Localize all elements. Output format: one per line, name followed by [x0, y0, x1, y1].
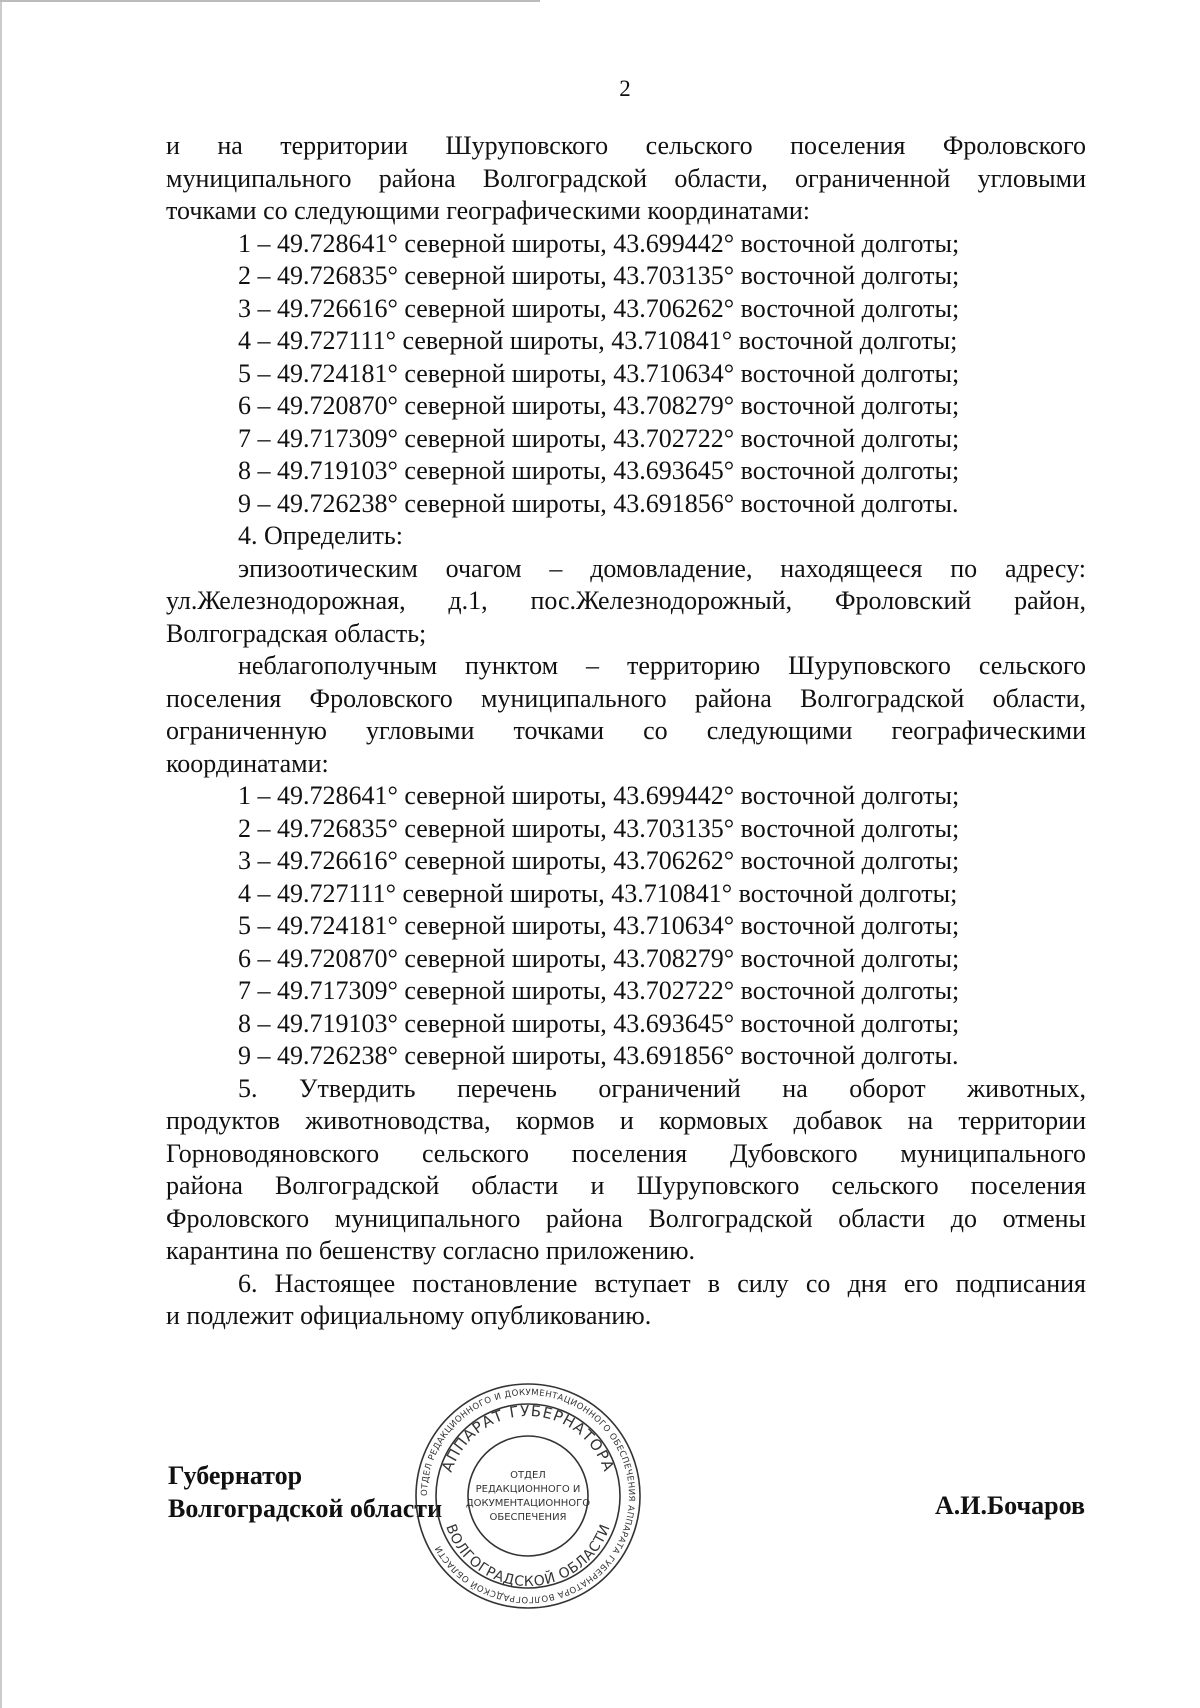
signer-name: А.И.Бочаров [934, 1491, 1085, 1520]
focus-line: Волгоградская область; [166, 618, 427, 648]
intro-line: точками со следующими географическими координатами: [166, 196, 811, 225]
section-5-line: продуктов животноводства, кормов и кормовых добавок на территории [166, 1106, 1086, 1135]
section-6-line: 6. Настоящее постановление вступает в силу со дня его подписания [238, 1268, 1086, 1298]
point-line: поселения Фроловского муниципального района Волгоградской области, [166, 683, 1086, 713]
seal-center-line: ДОКУМЕНТАЦИОННОГО [465, 1498, 591, 1509]
official-seal [412, 1380, 644, 1612]
intro-line: и на территории Шуруповского сельского поселения Фроловского [166, 131, 1086, 160]
point-line: координатами: [166, 748, 329, 778]
section-5-line: района Волгоградской области и Шуруповского сельского поселения [166, 1171, 1086, 1200]
seal-center-line: ОТДЕЛ [510, 1470, 546, 1481]
page-number: 2 [619, 76, 631, 101]
seal-center-line: ОБЕСПЕЧЕНИЯ [489, 1512, 567, 1523]
coordinate-line: 7 – 49.717309° северной широты, 43.702722° восточной долготы; [238, 423, 960, 453]
coordinate-line: 2 – 49.726835° северной широты, 43.703135° восточной долготы; [238, 261, 960, 290]
coordinate-line: 2 – 49.726835° северной широты, 43.703135° восточной долготы; [238, 813, 960, 843]
signer-position-line1: Губернатор [168, 1461, 303, 1490]
intro-line: муниципального района Волгоградской области, ограниченной угловыми [166, 163, 1086, 193]
coordinate-line: 8 – 49.719103° северной широты, 43.693645° восточной долготы; [238, 456, 960, 485]
section-4-title: 4. Определить: [238, 521, 403, 550]
point-line: неблагополучным пунктом – территорию Шуруповского сельского [238, 651, 1086, 680]
coordinate-line: 4 – 49.727111° северной широты, 43.710841° восточной долготы; [238, 878, 958, 908]
section-6-line: и подлежит официальному опубликованию. [166, 1301, 652, 1330]
section-5-line: карантина по бешенству согласно приложению. [166, 1236, 695, 1265]
scan-edge [0, 0, 2, 1708]
signer-position-line2: Волгоградской области [168, 1494, 443, 1523]
coordinate-line: 9 – 49.726238° северной широты, 43.691856° восточной долготы. [238, 1041, 959, 1070]
section-5-line: 5. Утвердить перечень ограничений на оборот животных, [238, 1073, 1086, 1103]
section-5-line: Фроловского муниципального района Волгоградской области до отмены [166, 1203, 1086, 1233]
coordinate-line: 7 – 49.717309° северной широты, 43.702722° восточной долготы; [238, 976, 960, 1005]
coordinate-line: 6 – 49.720870° северной широты, 43.708279° восточной долготы; [238, 943, 960, 973]
coordinate-line: 4 – 49.727111° северной широты, 43.710841° восточной долготы; [238, 326, 958, 355]
document-body [166, 130, 1086, 1333]
focus-line: эпизоотическим очагом – домовладение, находящееся по адресу: [238, 553, 1086, 583]
seal-inner-top-text: АППАРАТ ГУБЕРНАТОРА [438, 1401, 618, 1475]
focus-line: ул.Железнодорожная, д.1, пос.Железнодорожный, Фроловский район, [166, 586, 1086, 615]
svg-text:ОТДЕЛ РЕДАКЦИОННОГО И ДОКУМЕНТ [420, 1388, 636, 1604]
seal-outer-ring-text: ОТДЕЛ РЕДАКЦИОННОГО И ДОКУМЕНТАЦИОННОГО ОБЕСПЕЧЕНИЯ АППАРАТА ГУБЕРНАТОРА ВОЛГОГРАДСКОЙ ОБЛАСТИ [419, 1387, 637, 1605]
coordinate-line: 1 – 49.728641° северной широты, 43.699442° восточной долготы; [238, 781, 960, 810]
seal-center-line: РЕДАКЦИОННОГО И [475, 1484, 581, 1495]
coordinate-line: 3 – 49.726616° северной широты, 43.706262° восточной долготы; [238, 846, 960, 875]
scan-top-edge [0, 0, 540, 2]
section-5-line: Горноводяновского сельского поселения Дубовского муниципального [166, 1138, 1086, 1168]
seal-inner-bottom-text: ВОЛГОГРАДСКОЙ ОБЛАСТИ [442, 1522, 614, 1591]
coordinate-line: 5 – 49.724181° северной широты, 43.710634° восточной долготы; [238, 911, 960, 940]
coordinate-line: 5 – 49.724181° северной широты, 43.710634° восточной долготы; [238, 358, 960, 388]
coordinate-line: 3 – 49.726616° северной широты, 43.706262° восточной долготы; [238, 293, 960, 323]
coordinate-line: 1 – 49.728641° северной широты, 43.699442° восточной долготы; [238, 228, 960, 258]
point-line: ограниченную угловыми точками со следующими географическими [166, 716, 1086, 745]
signature-block [168, 1459, 442, 1525]
coordinate-line: 8 – 49.719103° северной широты, 43.693645° восточной долготы; [238, 1008, 960, 1038]
coordinate-line: 9 – 49.726238° северной широты, 43.691856° восточной долготы. [238, 488, 959, 518]
coordinate-line: 6 – 49.720870° северной широты, 43.708279° восточной долготы; [238, 391, 960, 420]
